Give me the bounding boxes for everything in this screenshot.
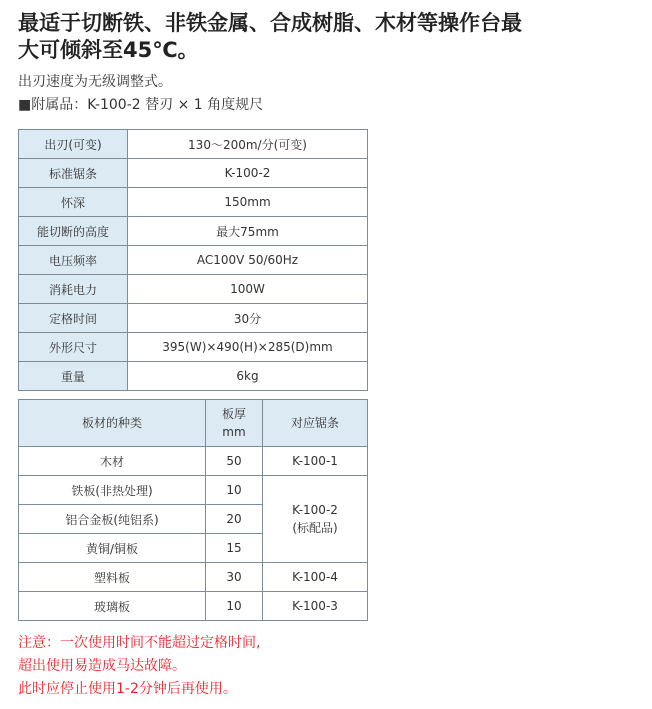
table-row	[19, 476, 368, 505]
spec-value: AC100V 50/60Hz	[128, 246, 368, 275]
thickness-header-label: 板厚	[221, 407, 246, 421]
headline-line-2: 大可倾斜至45℃。	[18, 38, 199, 62]
spec-label: 外形尺寸	[19, 333, 128, 362]
table-row	[19, 333, 368, 362]
thickness-cell: 10	[206, 476, 263, 505]
spec-label: 定格时间	[19, 304, 128, 333]
headline-line-1: 最适于切断铁、非铁金属、合成树脂、木材等操作台最	[18, 11, 522, 35]
notice-line-2: 超出使用易造成马达故障。	[18, 658, 186, 674]
speed-description: 出刃速度为无级调整式。	[18, 74, 172, 90]
table-row	[19, 130, 368, 159]
material-cell: 黄铜/铜板	[19, 534, 206, 563]
blade-merged-code: K-100-2	[292, 503, 338, 517]
spec-value: 最大75mm	[128, 217, 368, 246]
table-row	[19, 447, 368, 476]
spec-label: 能切断的高度	[19, 217, 128, 246]
thickness-cell: 10	[206, 592, 263, 621]
table-row	[19, 159, 368, 188]
spec-value: 130～200m/分(可变)	[128, 130, 368, 159]
product-headline	[18, 10, 638, 64]
spec-value: 30分	[128, 304, 368, 333]
material-cell: 铁板(非热处理)	[19, 476, 206, 505]
thickness-cell: 50	[206, 447, 263, 476]
blade-cell: K-100-1	[263, 447, 368, 476]
table-row	[19, 304, 368, 333]
spec-table	[18, 129, 368, 391]
table-row	[19, 362, 368, 391]
blade-merged-note: (标配品)	[292, 521, 338, 535]
thickness-header	[206, 400, 263, 447]
table-row	[19, 246, 368, 275]
thickness-cell: 20	[206, 505, 263, 534]
table-row	[19, 592, 368, 621]
blade-header: 对应锯条	[263, 400, 368, 447]
material-cell: 塑料板	[19, 563, 206, 592]
usage-notice	[18, 632, 260, 701]
spec-label: 怀深	[19, 188, 128, 217]
notice-line-3: 此时应停止使用1-2分钟后再使用。	[18, 681, 237, 697]
blade-cell: K-100-3	[263, 592, 368, 621]
spec-label: 标准锯条	[19, 159, 128, 188]
accessory-description: ■附属品：K-100-2 替刃 × 1 角度规尺	[18, 97, 264, 113]
material-cell: 木材	[19, 447, 206, 476]
thickness-cell: 15	[206, 534, 263, 563]
spec-label: 重量	[19, 362, 128, 391]
spec-label: 消耗电力	[19, 275, 128, 304]
table-row	[19, 275, 368, 304]
notice-line-1: 注意：一次使用时间不能超过定格时间,	[18, 635, 261, 651]
thickness-cell: 30	[206, 563, 263, 592]
spec-label: 出刃(可变)	[19, 130, 128, 159]
table-header-row	[19, 400, 368, 447]
material-cell: 铝合金板(纯铝系)	[19, 505, 206, 534]
table-row	[19, 217, 368, 246]
blade-cell-merged	[263, 476, 368, 563]
thickness-header-unit: mm	[222, 425, 246, 439]
spec-value: 395(W)×490(H)×285(D)mm	[128, 333, 368, 362]
spec-label: 电压频率	[19, 246, 128, 275]
blade-cell: K-100-4	[263, 563, 368, 592]
spec-value: 150mm	[128, 188, 368, 217]
table-row	[19, 563, 368, 592]
spec-value: 6kg	[128, 362, 368, 391]
material-cell: 玻璃板	[19, 592, 206, 621]
material-header: 板材的种类	[19, 400, 206, 447]
spec-value: 100W	[128, 275, 368, 304]
material-table	[18, 399, 368, 621]
spec-value: K-100-2	[128, 159, 368, 188]
table-row	[19, 188, 368, 217]
